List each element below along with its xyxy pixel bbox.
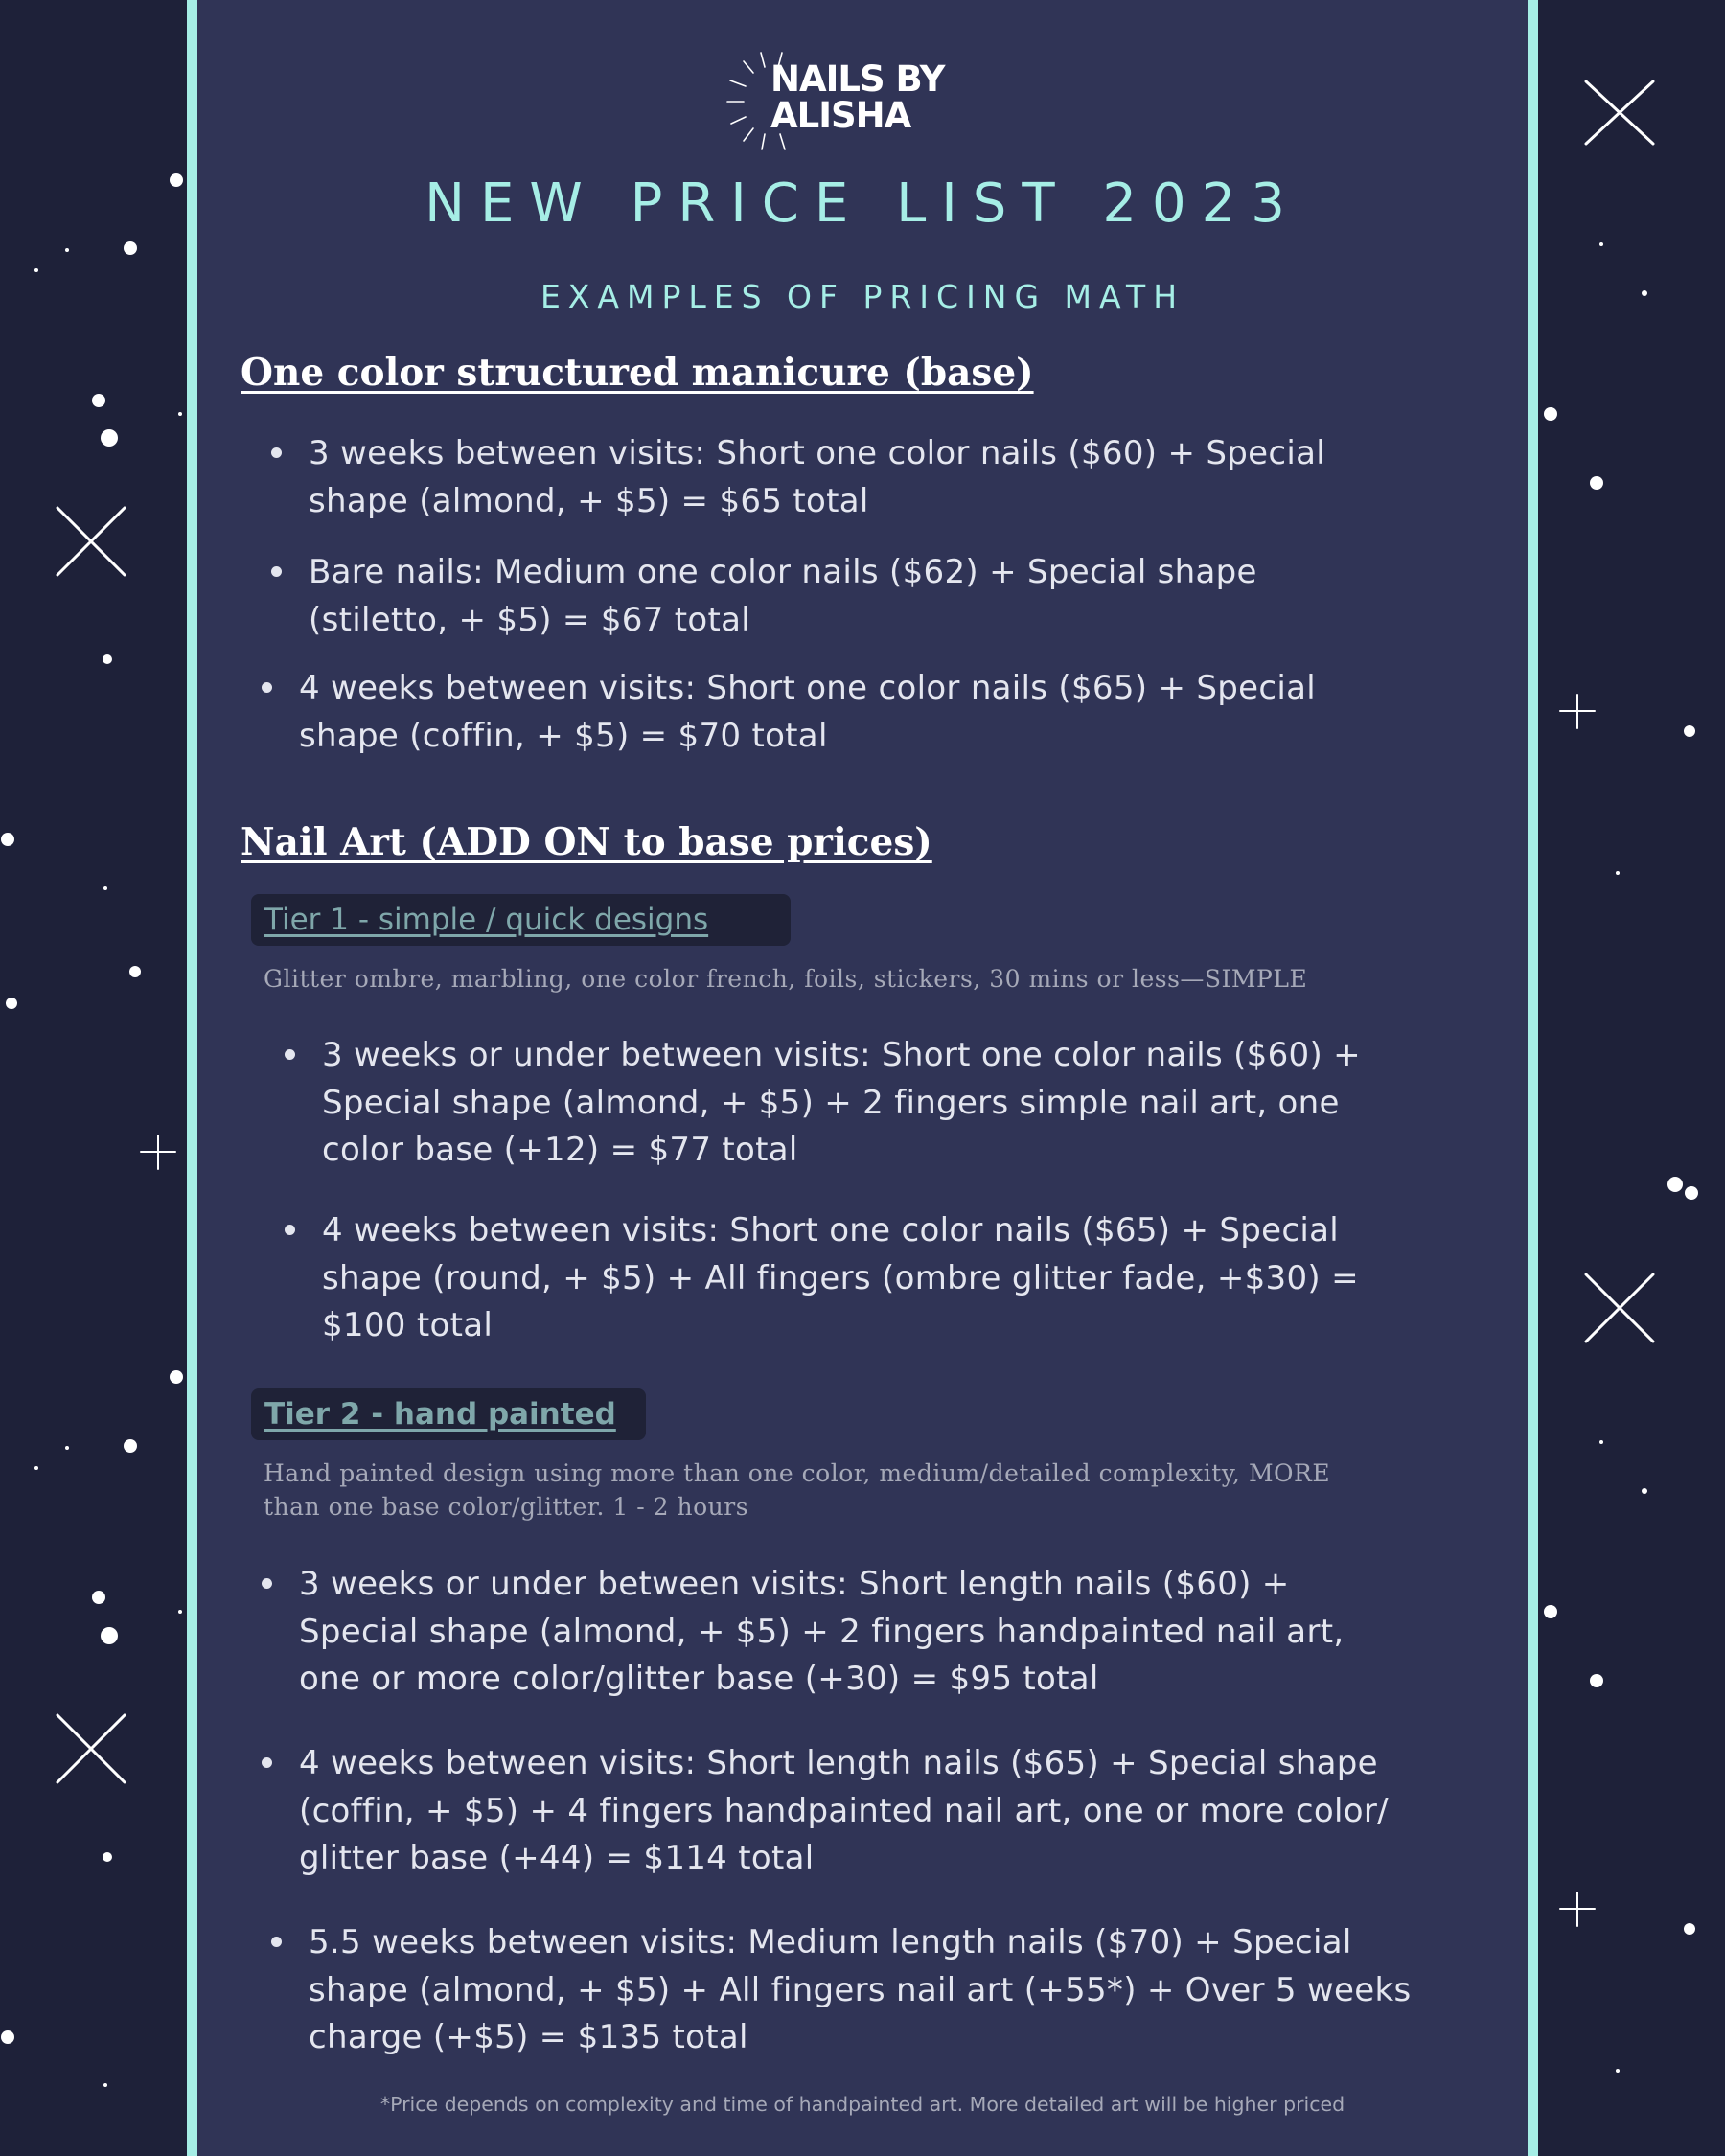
star-dot — [34, 1466, 38, 1470]
list-item — [309, 430, 1506, 525]
star-dot — [65, 248, 69, 252]
list-item-line: (stiletto, + $5) = $67 total — [309, 600, 750, 639]
star-dot — [129, 966, 141, 977]
sparkle-icon — [141, 1135, 175, 1169]
list-item — [299, 665, 1497, 760]
star-dot — [104, 2083, 107, 2087]
list-item-line: shape (round, + $5) + All fingers (ombre glitter fade, +$30) = — [322, 1258, 1359, 1297]
star-dot — [124, 241, 137, 255]
star-dot — [1599, 1440, 1603, 1444]
logo-wordmark — [770, 58, 945, 136]
star-dot — [1668, 1177, 1683, 1192]
page-title: NEW PRICE LIST 2023 — [425, 172, 1300, 235]
star-dot — [1544, 407, 1557, 421]
star-dot — [103, 654, 112, 664]
star-dot — [92, 1591, 105, 1604]
list-item-line: one or more color/glitter base (+30) = $95 total — [299, 1660, 1099, 1698]
star-dot — [1616, 2069, 1620, 2073]
star-dot — [104, 886, 107, 890]
star-dot — [178, 412, 182, 416]
list-item-line: color base (+12) = $77 total — [322, 1131, 798, 1169]
list-item — [309, 549, 1506, 644]
tier-2-description-line: Hand painted design using more than one color, medium/detailed complexity, MORE — [264, 1459, 1331, 1487]
sparkle-icon — [58, 1715, 125, 1782]
bullet-dot — [262, 1757, 272, 1768]
bullet-dot — [285, 1225, 295, 1235]
list-item-line: 4 weeks between visits: Short one color nails ($65) + Special — [299, 669, 1316, 707]
list-item-line: 4 weeks between visits: Short length nails ($65) + Special shape — [299, 1744, 1378, 1782]
star-dot — [124, 1439, 137, 1453]
list-item — [299, 1740, 1497, 1883]
star-dot — [34, 268, 38, 272]
star-dot — [170, 1370, 183, 1384]
list-item-line: glitter base (+44) = $114 total — [299, 1839, 815, 1877]
star-dot — [101, 429, 118, 447]
star-dot — [1684, 1923, 1695, 1935]
sparkle-icon — [1586, 81, 1653, 144]
star-dot — [178, 1610, 182, 1614]
star-dot — [103, 1852, 112, 1862]
star-dot — [65, 1446, 69, 1450]
list-item-line: Bare nails: Medium one color nails ($62) + Special shape — [309, 553, 1257, 591]
list-item-line: charge (+$5) = $135 total — [309, 2018, 748, 2056]
list-item-line: $100 total — [322, 1306, 494, 1344]
star-dot — [170, 173, 183, 187]
list-item — [322, 1207, 1520, 1350]
list-item-line: 3 weeks between visits: Short one color nails ($60) + Special — [309, 434, 1325, 472]
brand-logo — [724, 48, 954, 153]
footnote: *Price depends on complexity and time of handpainted art. More detailed art will be higher priced — [380, 2093, 1346, 2116]
list-item — [322, 1032, 1520, 1175]
star-dot — [1, 2030, 14, 2044]
star-dot — [1616, 871, 1620, 875]
tier-2-description — [264, 1456, 1330, 1524]
tier-1-label: Tier 1 - simple / quick designs — [251, 894, 791, 946]
star-dot — [1642, 290, 1647, 296]
list-item-line: 5.5 weeks between visits: Medium length nails ($70) + Special — [309, 1923, 1352, 1961]
sparkle-icon — [58, 508, 125, 575]
list-item-line: Special shape (almond, + $5) + 2 fingers handpainted nail art, — [299, 1612, 1345, 1651]
sparkle-icon — [1586, 1274, 1653, 1342]
list-item-line: 3 weeks or under between visits: Short one color nails ($60) + — [322, 1036, 1361, 1074]
logo-line-2: ALISHA — [770, 95, 911, 136]
list-item-line: 3 weeks or under between visits: Short length nails ($60) + — [299, 1565, 1290, 1603]
list-item — [299, 1561, 1497, 1704]
tier-2-label: Tier 2 - hand painted — [251, 1388, 646, 1440]
page-subtitle: EXAMPLES OF PRICING MATH — [540, 278, 1185, 315]
bullet-dot — [271, 566, 282, 577]
list-item-line: Special shape (almond, + $5) + 2 fingers simple nail art, one — [322, 1083, 1340, 1122]
star-dot — [6, 998, 17, 1009]
bullet-dot — [262, 1578, 272, 1589]
star-dot — [92, 394, 105, 407]
tier-2-description-line: than one base color/glitter. 1 - 2 hours — [264, 1493, 749, 1521]
star-dot — [1, 833, 14, 846]
star-dot — [101, 1627, 118, 1644]
base-section-heading: One color structured manicure (base) — [241, 351, 1034, 395]
tier-1-description: Glitter ombre, marbling, one color french, foils, stickers, 30 mins or less—SIMPLE — [264, 965, 1308, 993]
star-dot — [1590, 476, 1603, 490]
nail-art-section-heading: Nail Art (ADD ON to base prices) — [241, 820, 932, 864]
bullet-dot — [262, 682, 272, 693]
star-dot — [1642, 1488, 1647, 1494]
list-item — [309, 1919, 1506, 2062]
bullet-dot — [271, 1937, 282, 1947]
star-dot — [1590, 1674, 1603, 1687]
list-item-line: shape (almond, + $5) + All fingers nail art (+55*) + Over 5 weeks — [309, 1970, 1412, 2009]
list-item-line: shape (coffin, + $5) = $70 total — [299, 716, 828, 755]
bullet-dot — [285, 1049, 295, 1060]
star-dot — [1685, 1186, 1698, 1200]
logo-line-1: NAILS BY — [770, 58, 945, 100]
bullet-dot — [271, 447, 282, 458]
star-dot — [1544, 1605, 1557, 1618]
list-item-line: (coffin, + $5) + 4 fingers handpainted nail art, one or more color/ — [299, 1791, 1389, 1830]
star-dot — [1684, 725, 1695, 737]
sparkle-icon — [1560, 695, 1595, 728]
list-item-line: shape (almond, + $5) = $65 total — [309, 481, 869, 520]
star-dot — [1599, 242, 1603, 246]
sparkle-icon — [1560, 1892, 1595, 1926]
list-item-line: 4 weeks between visits: Short one color nails ($65) + Special — [322, 1211, 1339, 1250]
